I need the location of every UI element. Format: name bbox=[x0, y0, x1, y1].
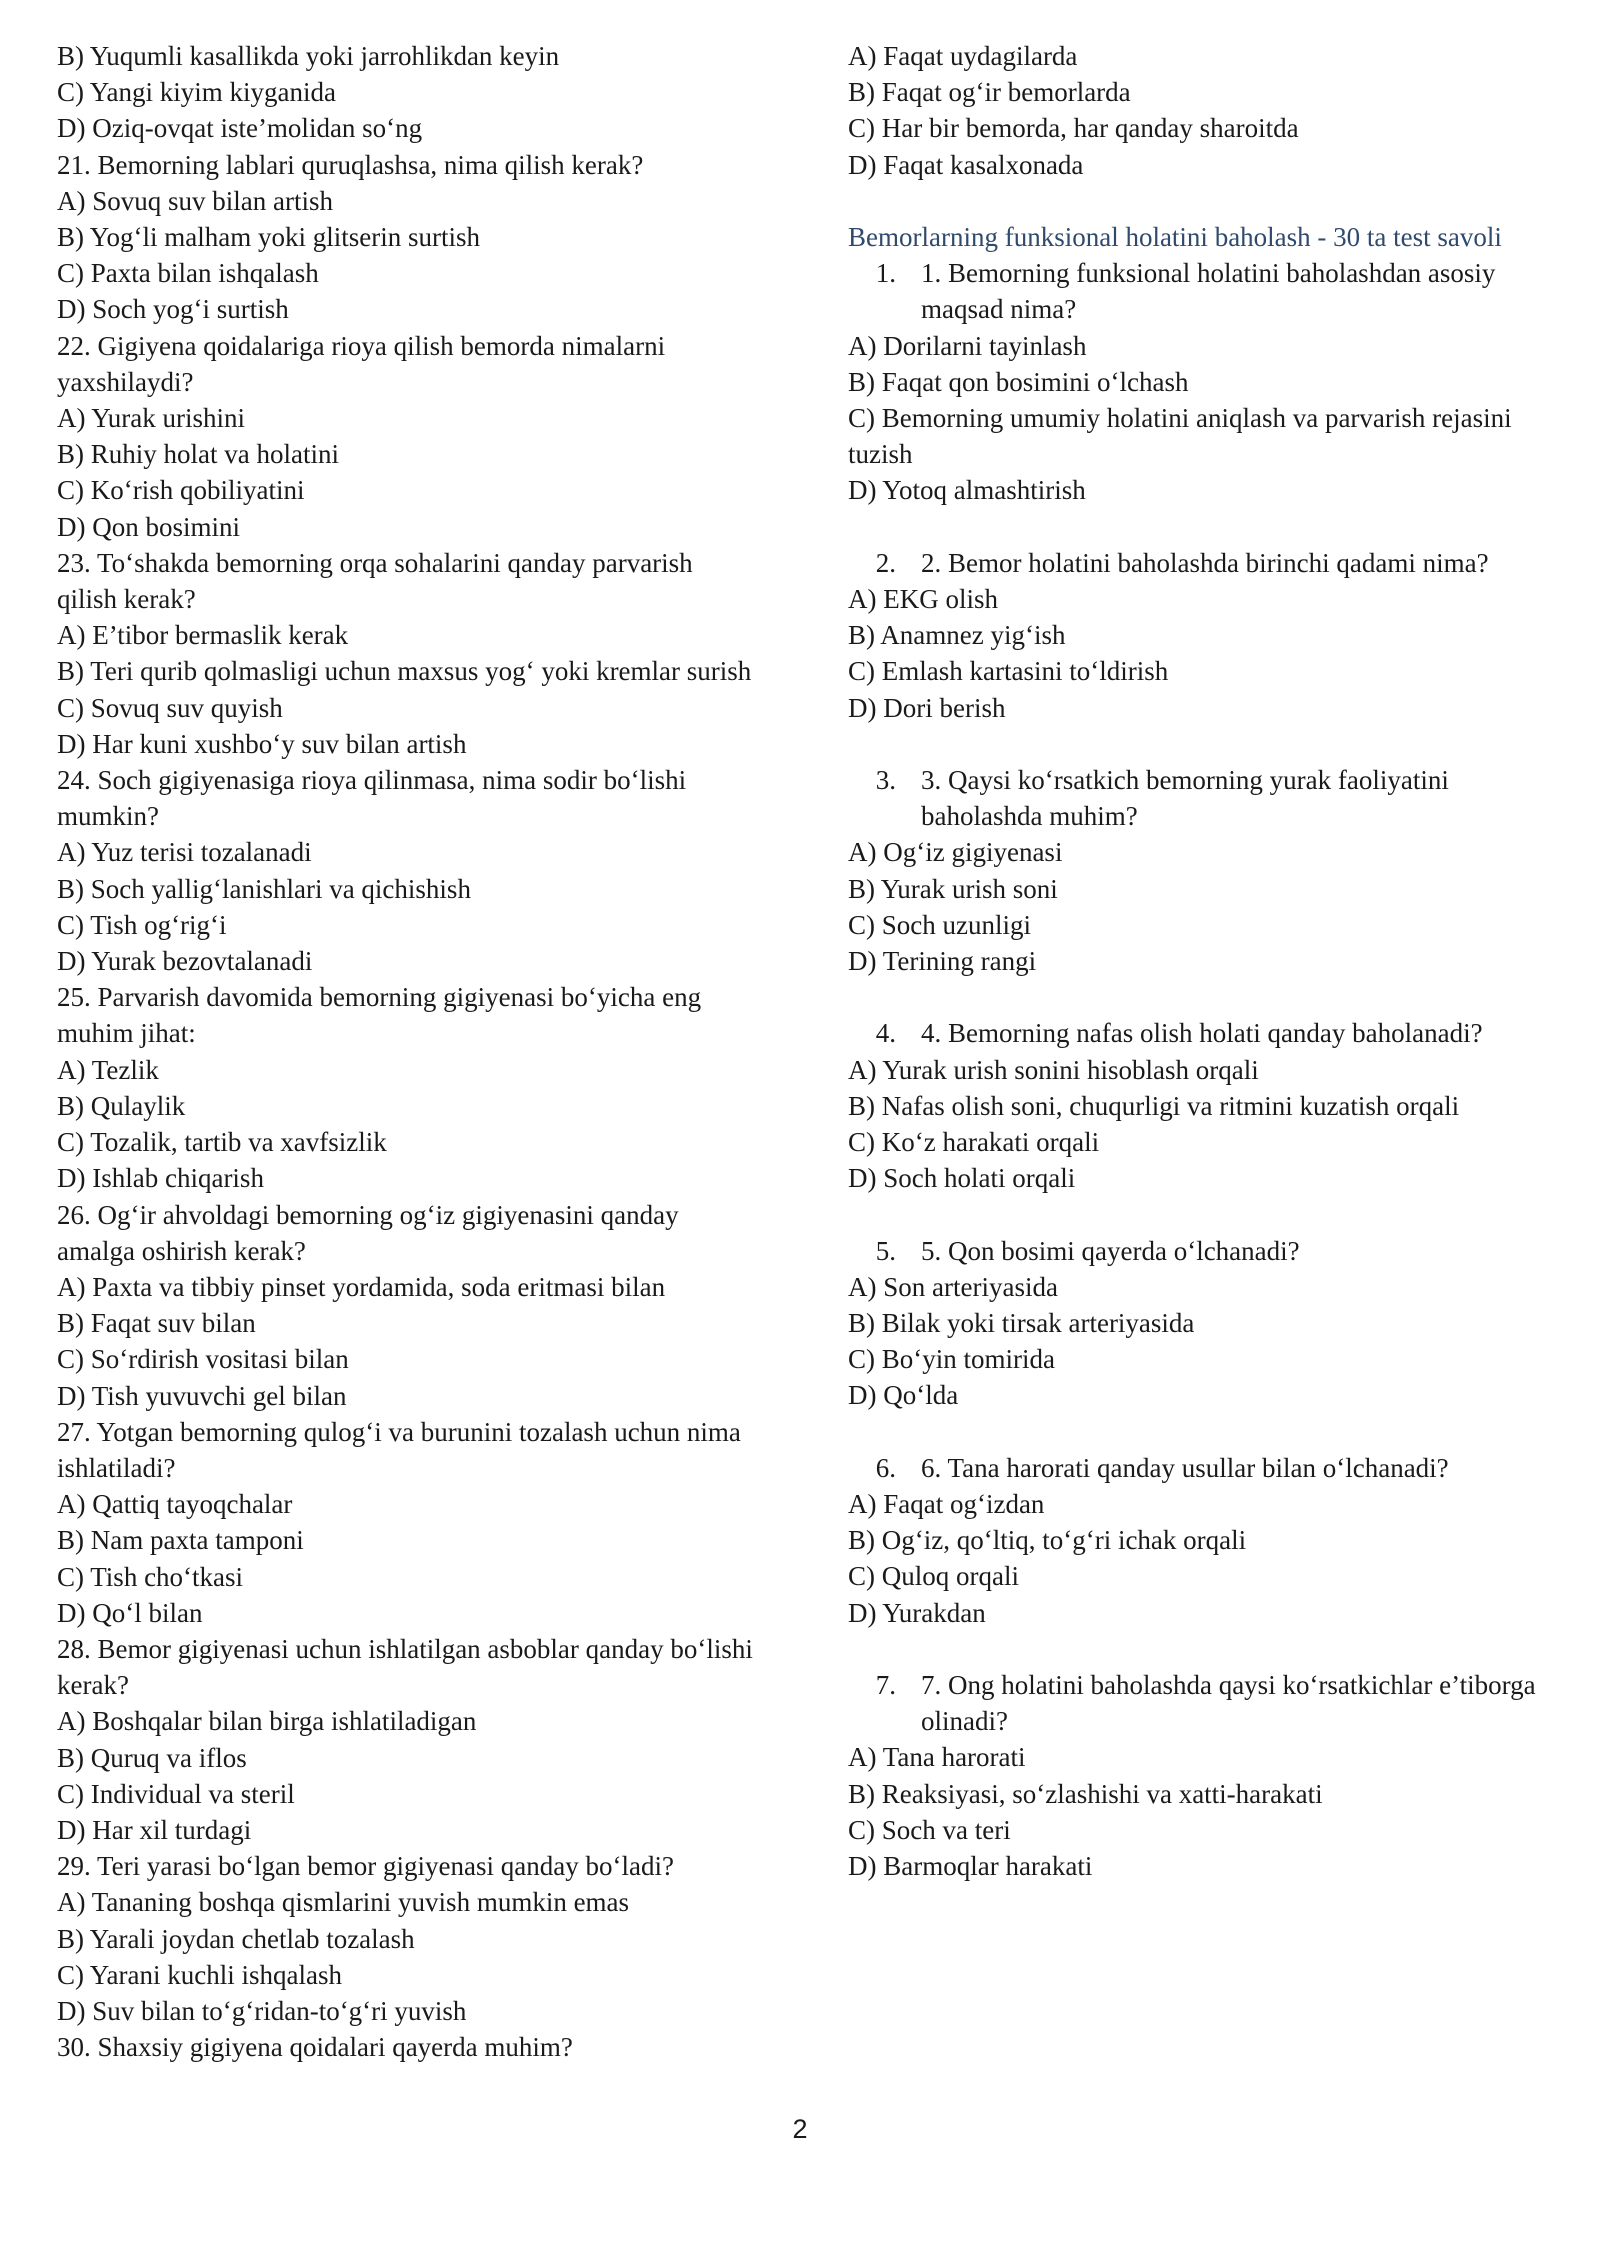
answer-option: B) Qulaylik bbox=[57, 1090, 186, 1121]
answer-option: D) Soch holati orqali bbox=[848, 1163, 1076, 1194]
answer-option: D) Barmoqlar harakati bbox=[848, 1851, 1093, 1882]
answer-option: C) Quloq orqali bbox=[848, 1561, 1019, 1592]
answer-option: C) Yarani kuchli ishqalash bbox=[57, 1959, 342, 1990]
answer-option: C) Yangi kiyim kiyganida bbox=[57, 77, 337, 108]
question-number: 7. bbox=[875, 1670, 896, 1701]
answer-option: B) Nam paxta tamponi bbox=[57, 1525, 304, 1556]
numbered-question bbox=[848, 255, 1548, 327]
answer-option: A) Son arteriyasida bbox=[848, 1271, 1058, 1302]
answer-option: B) Yog‘li malham yoki glitserin surtish bbox=[57, 222, 481, 253]
answer-option: C) Ko‘rish qobiliyatini bbox=[57, 475, 305, 506]
answer-option: B) Og‘iz, qo‘ltiq, to‘g‘ri ichak orqali bbox=[848, 1525, 1247, 1556]
page-number: 2 bbox=[792, 2114, 808, 2144]
question-text: 27. Yotgan bemorning qulog‘i va burunini tozalash uchun nima ishlatiladi? bbox=[57, 1416, 741, 1483]
answer-option: D) Yurak bezovtalanadi bbox=[57, 946, 313, 977]
answer-option: D) Tish yuvuvchi gel bilan bbox=[57, 1380, 347, 1411]
question-number: 1. bbox=[875, 258, 896, 289]
numbered-question bbox=[848, 762, 1548, 834]
answer-option: B) Bilak yoki tirsak arteriyasida bbox=[848, 1308, 1195, 1339]
answer-option: C) Bemorning umumiy holatini aniqlash va parvarish rejasini tuzish bbox=[848, 403, 1512, 470]
right-column bbox=[848, 38, 1548, 1884]
question-number: 4. bbox=[875, 1018, 896, 1049]
answer-option: B) Yuqumli kasallikda yoki jarrohlikdan keyin bbox=[57, 41, 560, 71]
answer-option: C) Sovuq suv quyish bbox=[57, 692, 283, 723]
answer-option: A) Yurak urish sonini hisoblash orqali bbox=[848, 1054, 1259, 1085]
answer-option: C) Emlash kartasini to‘ldirish bbox=[848, 656, 1169, 687]
answer-option: D) Ishlab chiqarish bbox=[57, 1163, 264, 1194]
answer-option: D) Faqat kasalxonada bbox=[848, 149, 1084, 180]
question-number: 6. bbox=[875, 1452, 896, 1483]
question-text: 26. Og‘ir ahvoldagi bemorning og‘iz gigiyenasini qanday amalga oshirish kerak? bbox=[57, 1199, 679, 1266]
answer-option: D) Qo‘l bilan bbox=[57, 1597, 203, 1628]
answer-option: A) Paxta va tibbiy pinset yordamida, soda eritmasi bilan bbox=[57, 1271, 666, 1302]
question-number: 2. bbox=[875, 547, 896, 578]
answer-option: C) Individual va steril bbox=[57, 1778, 295, 1809]
answer-option: B) Reaksiyasi, so‘zlashishi va xatti-harakati bbox=[848, 1778, 1323, 1809]
question-text: 4. Bemorning nafas olish holati qanday baholanadi? bbox=[921, 1018, 1483, 1049]
answer-option: A) Faqat uydagilarda bbox=[848, 41, 1078, 71]
answer-option: B) Yarali joydan chetlab tozalash bbox=[57, 1923, 415, 1954]
answer-option: B) Faqat qon bosimini o‘lchash bbox=[848, 366, 1189, 397]
answer-option: D) Terining rangi bbox=[848, 946, 1037, 977]
question-number: 3. bbox=[875, 765, 896, 796]
answer-option: D) Oziq-ovqat iste’molidan so‘ng bbox=[57, 113, 423, 144]
answer-option: C) Har bir bemorda, har qanday sharoitda bbox=[848, 113, 1299, 144]
question-number: 5. bbox=[875, 1235, 896, 1266]
answer-option: A) Tezlik bbox=[57, 1054, 159, 1085]
question-text: 22. Gigiyena qoidalariga rioya qilish bemorda nimalarni yaxshilaydi? bbox=[57, 330, 666, 397]
answer-option: A) Yurak urishini bbox=[57, 403, 245, 434]
answer-option: C) Paxta bilan ishqalash bbox=[57, 258, 319, 289]
answer-option: A) Og‘iz gigiyenasi bbox=[848, 837, 1063, 868]
question-text: 29. Teri yarasi bo‘lgan bemor gigiyenasi qanday bo‘ladi? bbox=[57, 1851, 674, 1882]
answer-option: B) Soch yallig‘lanishlari va qichishish bbox=[57, 873, 471, 904]
answer-option: D) Har xil turdagi bbox=[57, 1814, 252, 1845]
answer-option: D) Soch yog‘i surtish bbox=[57, 294, 289, 325]
answer-option: A) Tananing boshqa qismlarini yuvish mumkin emas bbox=[57, 1887, 630, 1918]
answer-option: A) Yuz terisi tozalanadi bbox=[57, 837, 312, 868]
question-text: 25. Parvarish davomida bemorning gigiyenasi bo‘yicha eng muhim jihat: bbox=[57, 982, 702, 1049]
numbered-question bbox=[848, 1667, 1548, 1739]
answer-option: C) Soch va teri bbox=[848, 1814, 1011, 1845]
answer-option: C) So‘rdirish vositasi bilan bbox=[57, 1344, 349, 1375]
numbered-question bbox=[848, 1233, 1548, 1269]
answer-option: B) Faqat suv bilan bbox=[57, 1308, 256, 1339]
answer-option: D) Yurakdan bbox=[848, 1597, 986, 1628]
answer-option: A) Faqat og‘izdan bbox=[848, 1489, 1045, 1520]
answer-option: C) Tish cho‘tkasi bbox=[57, 1561, 244, 1592]
left-column bbox=[57, 38, 757, 2065]
question-text: 1. Bemorning funksional holatini baholashdan asosiy maqsad nima? bbox=[921, 258, 1496, 325]
answer-option: C) Soch uzunligi bbox=[848, 909, 1031, 940]
answer-option: C) Ko‘z harakati orqali bbox=[848, 1127, 1100, 1158]
answer-option: C) Bo‘yin tomirida bbox=[848, 1344, 1055, 1375]
question-text: 21. Bemorning lablari quruqlashsa, nima qilish kerak? bbox=[57, 149, 644, 180]
question-text: 28. Bemor gigiyenasi uchun ishlatilgan asboblar qanday bo‘lishi kerak? bbox=[57, 1633, 753, 1701]
question-text: 24. Soch gigiyenasiga rioya qilinmasa, nima sodir bo‘lishi mumkin? bbox=[57, 765, 687, 832]
answer-option: C) Tozalik, tartib va xavfsizlik bbox=[57, 1127, 387, 1158]
numbered-question bbox=[848, 1015, 1548, 1051]
answer-option: D) Qo‘lda bbox=[848, 1380, 959, 1411]
answer-option: B) Ruhiy holat va holatini bbox=[57, 439, 339, 470]
question-text: 2. Bemor holatini baholashda birinchi qadami nima? bbox=[921, 547, 1489, 578]
answer-option: A) EKG olish bbox=[848, 584, 998, 615]
answer-option: D) Yotoq almashtirish bbox=[848, 475, 1086, 506]
question-text: 5. Qon bosimi qayerda o‘lchanadi? bbox=[921, 1235, 1300, 1266]
question-text: 30. Shaxsiy gigiyena qoidalari qayerda muhim? bbox=[57, 2032, 573, 2063]
answer-option: B) Yurak urish soni bbox=[848, 873, 1058, 904]
answer-option: D) Qon bosimini bbox=[57, 511, 241, 542]
answer-option: A) Qattiq tayoqchalar bbox=[57, 1489, 293, 1520]
answer-option: A) Sovuq suv bilan artish bbox=[57, 185, 333, 216]
answer-option: B) Nafas olish soni, chuqurligi va ritmini kuzatish orqali bbox=[848, 1090, 1460, 1121]
numbered-question bbox=[848, 1450, 1548, 1486]
answer-option: A) Tana harorati bbox=[848, 1742, 1026, 1773]
answer-option: A) E’tibor bermaslik kerak bbox=[57, 620, 349, 651]
answer-option: C) Tish og‘rig‘i bbox=[57, 909, 227, 940]
question-text: 23. To‘shakda bemorning orqa sohalarini qanday parvarish qilish kerak? bbox=[57, 547, 693, 615]
answer-option: A) Boshqalar bilan birga ishlatiladigan bbox=[57, 1706, 477, 1737]
question-text: 3. Qaysi ko‘rsatkich bemorning yurak faoliyatini baholashda muhim? bbox=[921, 765, 1449, 832]
answer-option: D) Suv bilan to‘g‘ridan-to‘g‘ri yuvish bbox=[57, 1995, 467, 2026]
answer-option: D) Dori berish bbox=[848, 692, 1006, 723]
answer-option: D) Har kuni xushbo‘y suv bilan artish bbox=[57, 728, 467, 759]
answer-option: A) Dorilarni tayinlash bbox=[848, 330, 1087, 361]
answer-option: B) Quruq va iflos bbox=[57, 1742, 247, 1773]
question-text: 6. Tana harorati qanday usullar bilan o‘lchanadi? bbox=[921, 1452, 1449, 1483]
numbered-question bbox=[848, 545, 1548, 581]
answer-option: B) Teri qurib qolmasligi uchun maxsus yog‘ yoki kremlar surish bbox=[57, 656, 752, 687]
question-text: 7. Ong holatini baholashda qaysi ko‘rsatkichlar e’tiborga olinadi? bbox=[921, 1670, 1536, 1737]
answer-option: B) Faqat og‘ir bemorlarda bbox=[848, 77, 1131, 108]
answer-option: B) Anamnez yig‘ish bbox=[848, 620, 1066, 651]
section-heading: Bemorlarning funksional holatini baholash - 30 ta test savoli bbox=[848, 222, 1502, 252]
